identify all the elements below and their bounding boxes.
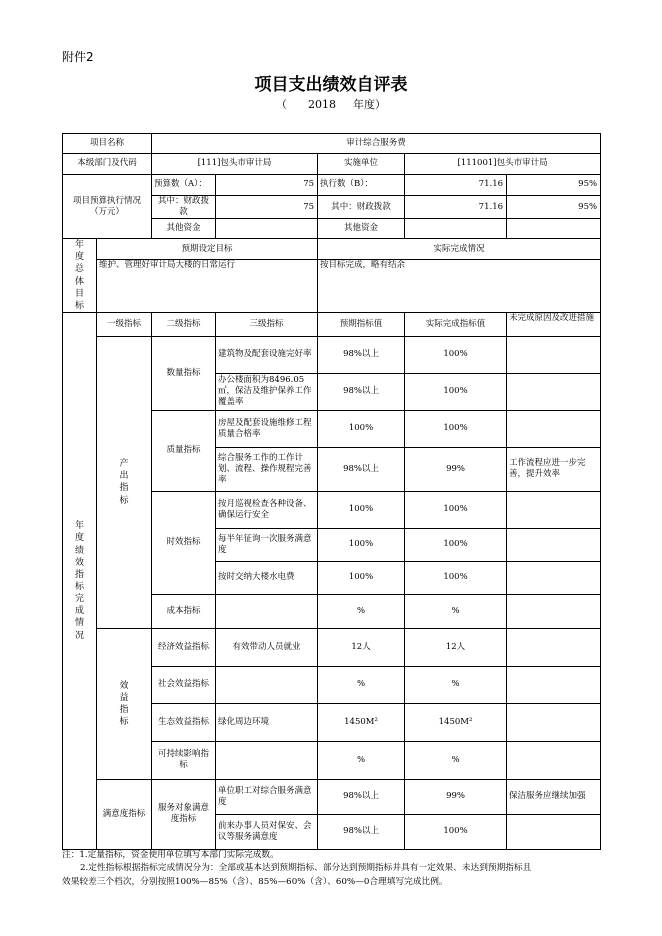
- unit-value: [111001]包头市审计局: [405, 154, 601, 175]
- indicator-expected: 12人: [318, 628, 405, 666]
- other-exec-label: 其他资金: [318, 219, 405, 239]
- level2-social: 社会效益指标: [152, 666, 216, 703]
- indicator-expected: 100%: [318, 410, 405, 447]
- indicator-name: 前来办事人员对保安、会议等服务满意度: [216, 814, 318, 849]
- indicator-name: 办公楼面积为8496.05㎡，保洁及维护保养工作覆盖率: [216, 373, 318, 410]
- evaluation-table: [62, 133, 601, 850]
- indicator-name: 按时交纳大楼水电费: [216, 561, 318, 594]
- footnote-3: 效果较差三个档次，分别按照100%—85%（含）、85%—60%（含）、60%—0合理填写完成比例。: [62, 876, 448, 887]
- planned-goal-header: 预期设定目标: [97, 239, 318, 260]
- actual-result-header: 实际完成情况: [318, 239, 601, 260]
- indicator-name: 绿化周边环境: [216, 703, 318, 741]
- indicators-side: 年度绩效指标完成情况: [63, 312, 97, 849]
- budget-a-value: 75: [216, 175, 318, 196]
- header-level1: 一级指标: [97, 312, 152, 336]
- dept-value: [111]包头市审计局: [152, 154, 318, 175]
- indicator-expected: 1450M²: [318, 703, 405, 741]
- header-actual: 实际完成指标值: [405, 312, 507, 336]
- indicator-note: [507, 741, 601, 779]
- footnote-2: 2.定性指标根据指标完成情况分为：全部或基本达到预期指标、部分达到预期指标并具有一定效果、未达到预期指标且: [80, 863, 532, 874]
- level2-economic: 经济效益指标: [152, 628, 216, 666]
- fiscal-exec-value: 71.16: [405, 196, 507, 219]
- indicator-note: 保洁服务应继续加强: [507, 779, 601, 814]
- level2-service: 服务对象满意度指标: [152, 779, 216, 849]
- level2-quantity: 数量指标: [152, 336, 216, 410]
- other-rate: [507, 219, 601, 239]
- indicator-actual: 100%: [405, 373, 507, 410]
- year-open: （: [276, 98, 287, 111]
- level1-output: 产出指标: [97, 336, 152, 628]
- indicator-expected: 98%以上: [318, 447, 405, 491]
- fiscal-exec-label: 其中：财政拨款: [318, 196, 405, 219]
- indicator-expected: 100%: [318, 528, 405, 561]
- level2-sustainable: 可持续影响指标: [152, 741, 216, 779]
- other-funds-value: [216, 219, 318, 239]
- overall-goals-side: 年度总体目标: [63, 239, 97, 313]
- indicator-note: [507, 628, 601, 666]
- budget-a-label: 预算数（A）：: [152, 175, 216, 196]
- indicator-name: [216, 666, 318, 703]
- other-exec-value: [405, 219, 507, 239]
- indicator-name: 每半年征询一次服务满意度: [216, 528, 318, 561]
- indicator-actual: %: [405, 666, 507, 703]
- indicator-note: [507, 491, 601, 528]
- indicator-actual: 100%: [405, 491, 507, 528]
- unit-label: 实施单位: [318, 154, 405, 175]
- indicator-actual: 99%: [405, 779, 507, 814]
- indicator-actual: 100%: [405, 410, 507, 447]
- indicator-actual: 100%: [405, 528, 507, 561]
- indicator-expected: 98%以上: [318, 814, 405, 849]
- level2-timeliness: 时效指标: [152, 491, 216, 594]
- indicator-note: [507, 373, 601, 410]
- header-level3: 三级指标: [216, 312, 318, 336]
- indicator-name: 房屋及配套设施维修工程质量合格率: [216, 410, 318, 447]
- header-level2: 二级指标: [152, 312, 216, 336]
- indicator-note: [507, 594, 601, 628]
- indicator-note: [507, 814, 601, 849]
- year-label: 年度）: [353, 98, 386, 111]
- level1-satisfaction: 满意度指标: [97, 779, 152, 849]
- indicator-actual: 1450M²: [405, 703, 507, 741]
- indicator-note: [507, 703, 601, 741]
- indicator-actual: 12人: [405, 628, 507, 666]
- header-reason: 未完成原因及改进措施: [507, 312, 601, 336]
- indicator-name: 按月巡视检查各种设备、确保运行安全: [216, 491, 318, 528]
- indicator-actual: %: [405, 741, 507, 779]
- fiscal-rate: 95%: [507, 196, 601, 219]
- actual-result-text: 按目标完成，略有结余: [318, 260, 601, 313]
- level2-quality: 质量指标: [152, 410, 216, 491]
- project-name-value: 审计综合服务费: [152, 134, 601, 154]
- indicator-name: [216, 594, 318, 628]
- exec-rate: 95%: [507, 175, 601, 196]
- indicator-note: [507, 666, 601, 703]
- indicator-name: 有效带动人员就业: [216, 628, 318, 666]
- footnote-1: 注：1.定量指标，资金使用单位填写本部门实际完成数。: [62, 850, 279, 860]
- indicator-expected: 98%以上: [318, 373, 405, 410]
- indicator-note: [507, 336, 601, 373]
- fiscal-label: 其中：财政拨款: [152, 196, 216, 219]
- fiscal-value: 75: [216, 196, 318, 219]
- level2-ecological: 生态效益指标: [152, 703, 216, 741]
- exec-b-value: 71.16: [405, 175, 507, 196]
- year-line: [0, 96, 662, 112]
- indicator-note: [507, 561, 601, 594]
- indicator-actual: %: [405, 594, 507, 628]
- indicator-expected: %: [318, 741, 405, 779]
- indicator-actual: 100%: [405, 336, 507, 373]
- indicator-expected: 98%以上: [318, 779, 405, 814]
- indicator-note: [507, 410, 601, 447]
- indicator-expected: 100%: [318, 491, 405, 528]
- indicator-name: 单位职工对综合服务满意度: [216, 779, 318, 814]
- year-value: 2018: [308, 98, 336, 111]
- indicator-actual: 99%: [405, 447, 507, 491]
- indicator-note: [507, 528, 601, 561]
- level2-cost: 成本指标: [152, 594, 216, 628]
- indicator-expected: %: [318, 666, 405, 703]
- exec-b-label: 执行数（B）：: [318, 175, 405, 196]
- indicator-expected: %: [318, 594, 405, 628]
- indicator-actual: 100%: [405, 561, 507, 594]
- indicator-actual: 100%: [405, 814, 507, 849]
- indicator-expected: 100%: [318, 561, 405, 594]
- indicator-name: 综合服务工作的工作计划、流程、操作规程完善率: [216, 447, 318, 491]
- indicator-note: 工作流程应进一步完善，提升效率: [507, 447, 601, 491]
- indicator-expected: 98%以上: [318, 336, 405, 373]
- form-title: 项目支出绩效自评表: [254, 75, 408, 95]
- project-name-label: 项目名称: [63, 134, 152, 154]
- dept-label: 本级部门及代码: [63, 154, 152, 175]
- attachment-label: 附件2: [62, 50, 94, 64]
- indicator-name: 建筑物及配套设施完好率: [216, 336, 318, 373]
- indicator-name: [216, 741, 318, 779]
- level1-benefit: 效益指标: [97, 628, 152, 779]
- footnotes: [62, 849, 607, 889]
- budget-label: 项目预算执行情况（万元）: [63, 175, 152, 239]
- header-expected: 预期指标值: [318, 312, 405, 336]
- planned-goal-text: 维护、管理好审计局大楼的日常运行: [97, 260, 318, 313]
- other-funds-label: 其他资金: [152, 219, 216, 239]
